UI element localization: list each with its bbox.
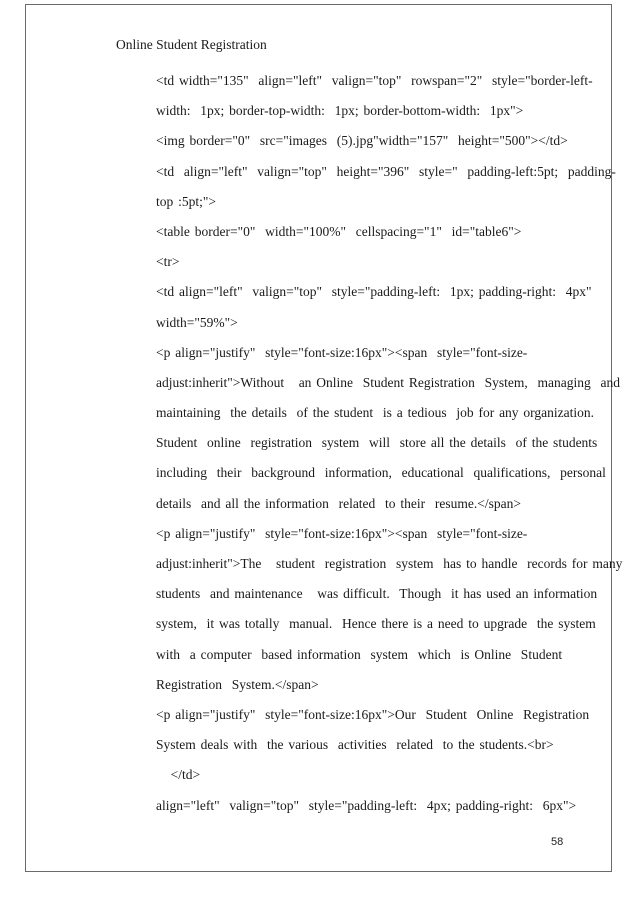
body-text-line: <td align="left" valign="top" height="396" style=" padding-left:5pt; padding- bbox=[156, 163, 616, 179]
body-text-line: <p align="justify" style="font-size:16px">Our Student Online Registration bbox=[156, 706, 590, 722]
body-text-line: <table border="0" width="100%" cellspacing="1" id="table6"> bbox=[156, 223, 522, 239]
body-text-line: <img border="0" src="images (5).jpg"width="157" height="500"></td> bbox=[156, 133, 568, 149]
body-text-line: top :5pt;"> bbox=[156, 193, 217, 209]
page-number: 58 bbox=[551, 836, 564, 848]
body-text-line: students and maintenance was difficult. Though it has used an information bbox=[156, 586, 598, 602]
body-text-line: width: 1px; border-top-width: 1px; border-bottom-width: 1px"> bbox=[156, 103, 524, 119]
body-text-line: <p align="justify" style="font-size:16px"><span style="font-size- bbox=[156, 344, 528, 360]
body-text-line: </td> bbox=[156, 767, 201, 783]
body-text-line: <tr> bbox=[156, 254, 180, 270]
body-text-line: System deals with the various activities related to the students.<br> bbox=[156, 737, 554, 753]
body-text-line: Registration System.</span> bbox=[156, 676, 319, 692]
body-text-line: system, it was totally manual. Hence there is a need to upgrade the system bbox=[156, 616, 596, 632]
body-text-line: width="59%"> bbox=[156, 314, 238, 330]
body-text-line: details and all the information related to their resume.</span> bbox=[156, 495, 521, 511]
body-text-line: <td align="left" valign="top" style="padding-left: 1px; padding-right: 4px" bbox=[156, 284, 592, 300]
body-text-line: <td width="135" align="left" valign="top" rowspan="2" style="border-left- bbox=[156, 73, 593, 88]
body-text-line: align="left" valign="top" style="padding-left: 4px; padding-right: 6px"> bbox=[156, 797, 577, 813]
body-text-line: <p align="justify" style="font-size:16px"><span style="font-size- bbox=[156, 525, 528, 541]
body-text-line: Student online registration system will store all the details of the students bbox=[156, 435, 598, 451]
document-header-title: Online Student Registration bbox=[116, 37, 267, 52]
body-text-line: with a computer based information system which is Online Student bbox=[156, 646, 563, 662]
body-text-line: adjust:inherit">The student registration system has to handle records for many bbox=[156, 556, 623, 571]
document-body bbox=[156, 72, 622, 827]
body-text-line: maintaining the details of the student is a tedious job for any organization. bbox=[156, 405, 595, 421]
body-text-line: including their background information, educational qualifications, personal bbox=[156, 465, 606, 481]
body-text-line: adjust:inherit">Without an Online Student Registration System, managing and bbox=[156, 374, 621, 390]
